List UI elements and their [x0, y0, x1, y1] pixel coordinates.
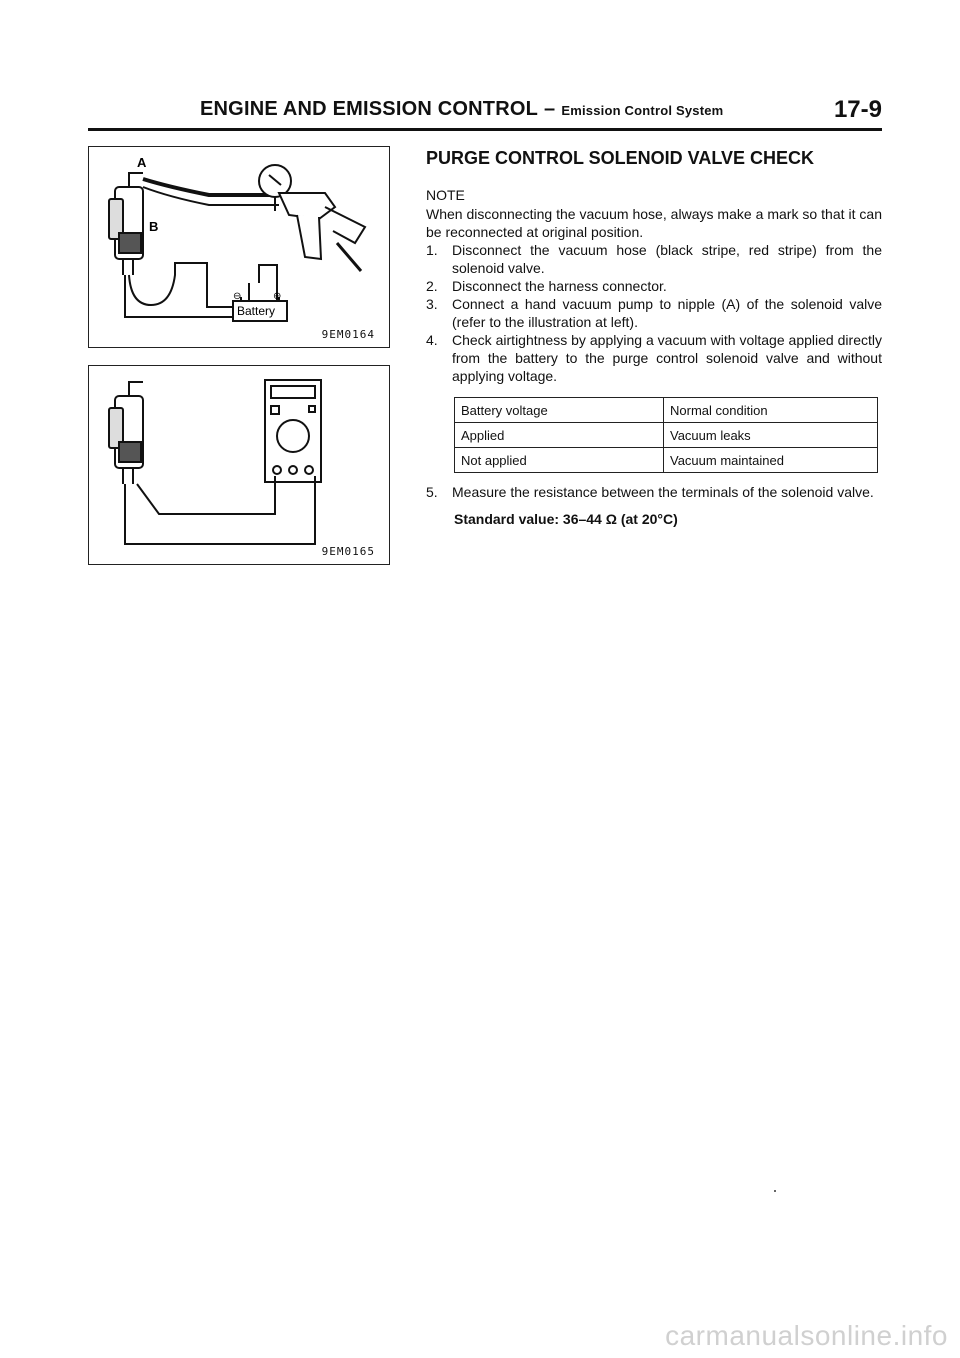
result-table [454, 397, 878, 473]
header-title [200, 98, 723, 121]
battery-label: Battery [237, 304, 276, 318]
table-cell: Vacuum leaks [664, 423, 878, 448]
note-text: When disconnecting the vacuum hose, always make a mark so that it can be reconnected at original position. [426, 206, 882, 240]
step-number: 1. [426, 242, 438, 258]
table-cell: Applied [455, 423, 664, 448]
table-cell: Not applied [455, 448, 664, 473]
figure-code: 9EM0164 [321, 328, 375, 341]
note-label: NOTE [426, 187, 465, 203]
step-item [400, 483, 882, 501]
section-title: PURGE CONTROL SOLENOID VALVE CHECK [426, 148, 815, 168]
step-text: Disconnect the harness connector. [452, 278, 667, 294]
step-list [400, 241, 882, 385]
figure-vacuum-pump-test [88, 146, 390, 348]
step-text: Measure the resistance between the terminals of the solenoid valve. [452, 484, 874, 500]
header-subtitle: Emission Control System [561, 103, 724, 118]
step-number: 2. [426, 278, 438, 294]
main-content [400, 148, 882, 527]
step-number: 3. [426, 296, 438, 312]
step-item [400, 331, 882, 385]
header-main-title: ENGINE AND EMISSION CONTROL [200, 98, 539, 120]
minus-symbol: ⊖ [233, 291, 242, 302]
table-cell: Vacuum maintained [664, 448, 878, 473]
header-dash: – [544, 98, 556, 120]
step-number: 4. [426, 332, 438, 348]
step-text: Connect a hand vacuum pump to nipple (A) of the solenoid valve (refer to the illustration at left). [452, 296, 882, 330]
step-number: 5. [426, 484, 438, 500]
table-header-cell: Normal condition [664, 398, 878, 423]
step-text: Check airtightness by applying a vacuum with voltage applied directly from the battery to the purge control solenoid valve and without applying voltage. [452, 332, 882, 384]
step-item [400, 241, 882, 277]
table-header-cell: Battery voltage [455, 398, 664, 423]
vacuum-pump-illustration [89, 147, 389, 347]
step-text: Disconnect the vacuum hose (black stripe, red stripe) from the solenoid valve. [452, 242, 882, 276]
step-list-continued [400, 483, 882, 501]
step-item [400, 295, 882, 331]
step-item [400, 277, 882, 295]
label-a: A [137, 155, 147, 170]
figure-code: 9EM0165 [321, 545, 375, 558]
page-header [88, 96, 882, 131]
page-number: 17-9 [833, 96, 882, 123]
plus-symbol: ⊕ [273, 291, 282, 302]
scan-speck [774, 1190, 776, 1192]
table-row [455, 423, 878, 448]
table-header-row [455, 398, 878, 423]
table-row [455, 448, 878, 473]
figure-resistance-test [88, 365, 390, 565]
label-b: B [149, 219, 159, 234]
watermark: carmanualsonline.info [665, 1320, 948, 1351]
multimeter-illustration [89, 366, 389, 564]
standard-value: Standard value: 36–44 Ω (at 20°C) [454, 511, 678, 527]
